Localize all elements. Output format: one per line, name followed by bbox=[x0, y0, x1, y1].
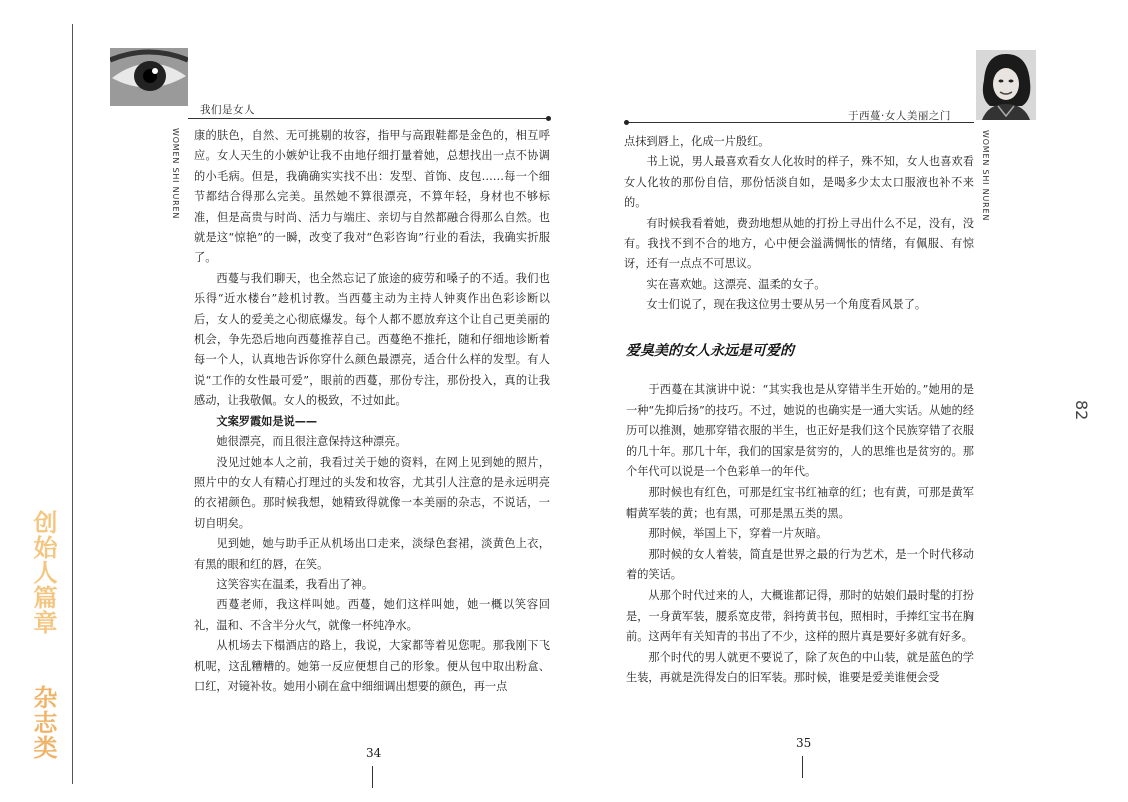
right-header-dot bbox=[624, 120, 629, 125]
paragraph: 女士们说了，现在我这位男士要从另一个角度看风景了。 bbox=[646, 298, 927, 312]
paragraph: 那时候，举国上下，穿着一片灰暗。 bbox=[648, 527, 828, 541]
paragraph: 从机场去下榻酒店的路上，我说，大家都等着见您呢。那我刚下飞机呢，这乱糟糟的。她第一反应便想自己的形象。便从包中取出粉盒、口红，对镜补妆。她用小刷在盒中细细调出想要的颜色，再一点 bbox=[194, 639, 550, 693]
sub-heading: 文案罗霞如是说—— bbox=[216, 414, 318, 428]
left-header-title: 我们是女人 bbox=[200, 104, 255, 116]
side-label-top: 创始人篇章 bbox=[29, 510, 57, 635]
right-page-tick bbox=[802, 756, 803, 778]
left-header-rule bbox=[188, 118, 546, 119]
paragraph: 于西蔓在其演讲中说：“其实我也是从穿错半生开始的。”她用的是一种“先抑后扬”的技巧。不过，她说的也确实是一通大实话。从她的经历可以推测，她那穿错衣服的半生，也正好是我们这个民族穿错了衣服的几十年。那几十年，我们的国家是贫穷的，人的思维也是贫穷的。那个年代可以说是一个色彩单一的年代。 bbox=[626, 383, 974, 479]
paragraph: 没见过她本人之前，我看过关于她的资料，在网上见到她的照片，照片中的女人有精心打理过的头发和妆容，尤其引人注意的是永远明亮的衣裙颜色。那时候我想，她精致得就像一本美丽的杂志，不说话，一切自明矣。 bbox=[194, 455, 550, 530]
right-header-rule bbox=[628, 122, 974, 123]
paragraph: 这笑容实在温柔，我看出了神。 bbox=[216, 577, 374, 591]
paragraph: 那个时代的男人就更不要说了，除了灰色的中山装，就是蓝色的学生装，再就是洗得发白的旧军装。那时候，谁要是爱美谁便会受 bbox=[626, 650, 974, 685]
paragraph: 西蔓与我们聊天，也全然忘记了旅途的疲劳和嗓子的不适。我们也乐得“近水楼台”趁机讨教。当西蔓主动为主持人钟爽作出色彩诊断以后，女人的爱美之心彻底爆发。每个人都不愿放弃这个让自己更美丽的机会，争先恐后地向西蔓推荐自己。西蔓绝不推托，随和仔细地诊断着每一个人，认真地告诉你穿什么颜色最漂亮，适合什么样的发型。有人说“工作的女性最可爱”，眼前的西蔓，那份专注，那份投入，真的让我感动，让我敬佩。女人的极致，不过如此。 bbox=[194, 271, 550, 408]
section-heading: 爱臭美的女人永远是可爱的 bbox=[626, 343, 794, 359]
side-page-number: 82 bbox=[1072, 400, 1091, 421]
side-label-bottom: 杂志类 bbox=[29, 685, 57, 760]
paragraph: 康的肤色，自然、无可挑剔的妆容，指甲与高跟鞋都是金色的，相互呼应。女人天生的小嫉妒让我不由地仔细打量着她，总想找出一点不协调的小毛病。但是，我确确实实找不出：发型、首饰、皮包……每一个细节都结合得那么完美。虽然她不算很漂亮，不算年轻，身材也不够标准，但是高贵与时尚、活力与端庄、亲切与自然都融合得那么自然。也就是这“惊艳”的一瞬，改变了我对“色彩咨询”行业的看法，我确实折服了。 bbox=[194, 129, 550, 265]
paragraph: 西蔓老师，我这样叫她。西蔓，她们这样叫她，她一概以笑容回礼，温和、不含半分火气，就像一杯纯净水。 bbox=[194, 598, 550, 632]
left-page-number: 34 bbox=[366, 746, 382, 760]
right-text-top bbox=[624, 132, 974, 316]
right-header-title: 于西蔓·女人美丽之门 bbox=[848, 110, 951, 122]
left-page-tick bbox=[372, 766, 373, 788]
left-header-dot bbox=[546, 116, 551, 121]
eye-photo bbox=[110, 48, 188, 106]
right-side-english: WOMEN SHI NUREN bbox=[981, 130, 990, 222]
right-text-bottom bbox=[626, 380, 974, 689]
paragraph: 她很漂亮，而且很注意保持这种漂亮。 bbox=[216, 435, 407, 449]
paragraph: 实在喜欢她。这漂亮、温柔的女子。 bbox=[646, 277, 826, 291]
right-page-number: 35 bbox=[796, 736, 812, 750]
left-text-top bbox=[194, 126, 550, 697]
paragraph: 那时候也有红色，可那是红宝书红袖章的红；也有黄，可那是黄军帽黄军装的黄；也有黑，可那是黑五类的黑。 bbox=[626, 485, 974, 520]
paragraph: 点抹到唇上，化成一片殷红。 bbox=[624, 135, 770, 148]
paragraph: 从那个时代过来的人，大概谁都记得，那时的姑娘们最时髦的打扮是，一身黄军装，腰系宽皮带，斜挎黄书包，照相时，手捧红宝书在胸前。这两年有关知青的书出了不少，这样的照片真是要好多就有好多。 bbox=[626, 588, 974, 644]
spine-line bbox=[72, 24, 73, 784]
paragraph: 见到她，她与助手正从机场出口走来，淡绿色套裙，淡黄色上衣，有黑的眼和红的唇，在笑。 bbox=[194, 537, 550, 571]
paragraph: 书上说，男人最喜欢看女人化妆时的样子，殊不知，女人也喜欢看女人化妆的那份自信，那份恬淡自如，是喝多少太太口服液也补不来的。 bbox=[624, 155, 974, 210]
portrait-photo bbox=[976, 50, 1036, 120]
paragraph: 那时候的女人着装，简直是世界之最的行为艺术，是一个时代移动着的笑话。 bbox=[626, 547, 974, 582]
paragraph: 有时候我看着她，费劲地想从她的打扮上寻出什么不足，没有，没有。我找不到不合的地方，心中便会溢满惆怅的情绪，有佩服、有惊讶，还有一点点不可思议。 bbox=[624, 216, 974, 271]
left-side-english: WOMEN SHI NUREN bbox=[171, 128, 180, 220]
